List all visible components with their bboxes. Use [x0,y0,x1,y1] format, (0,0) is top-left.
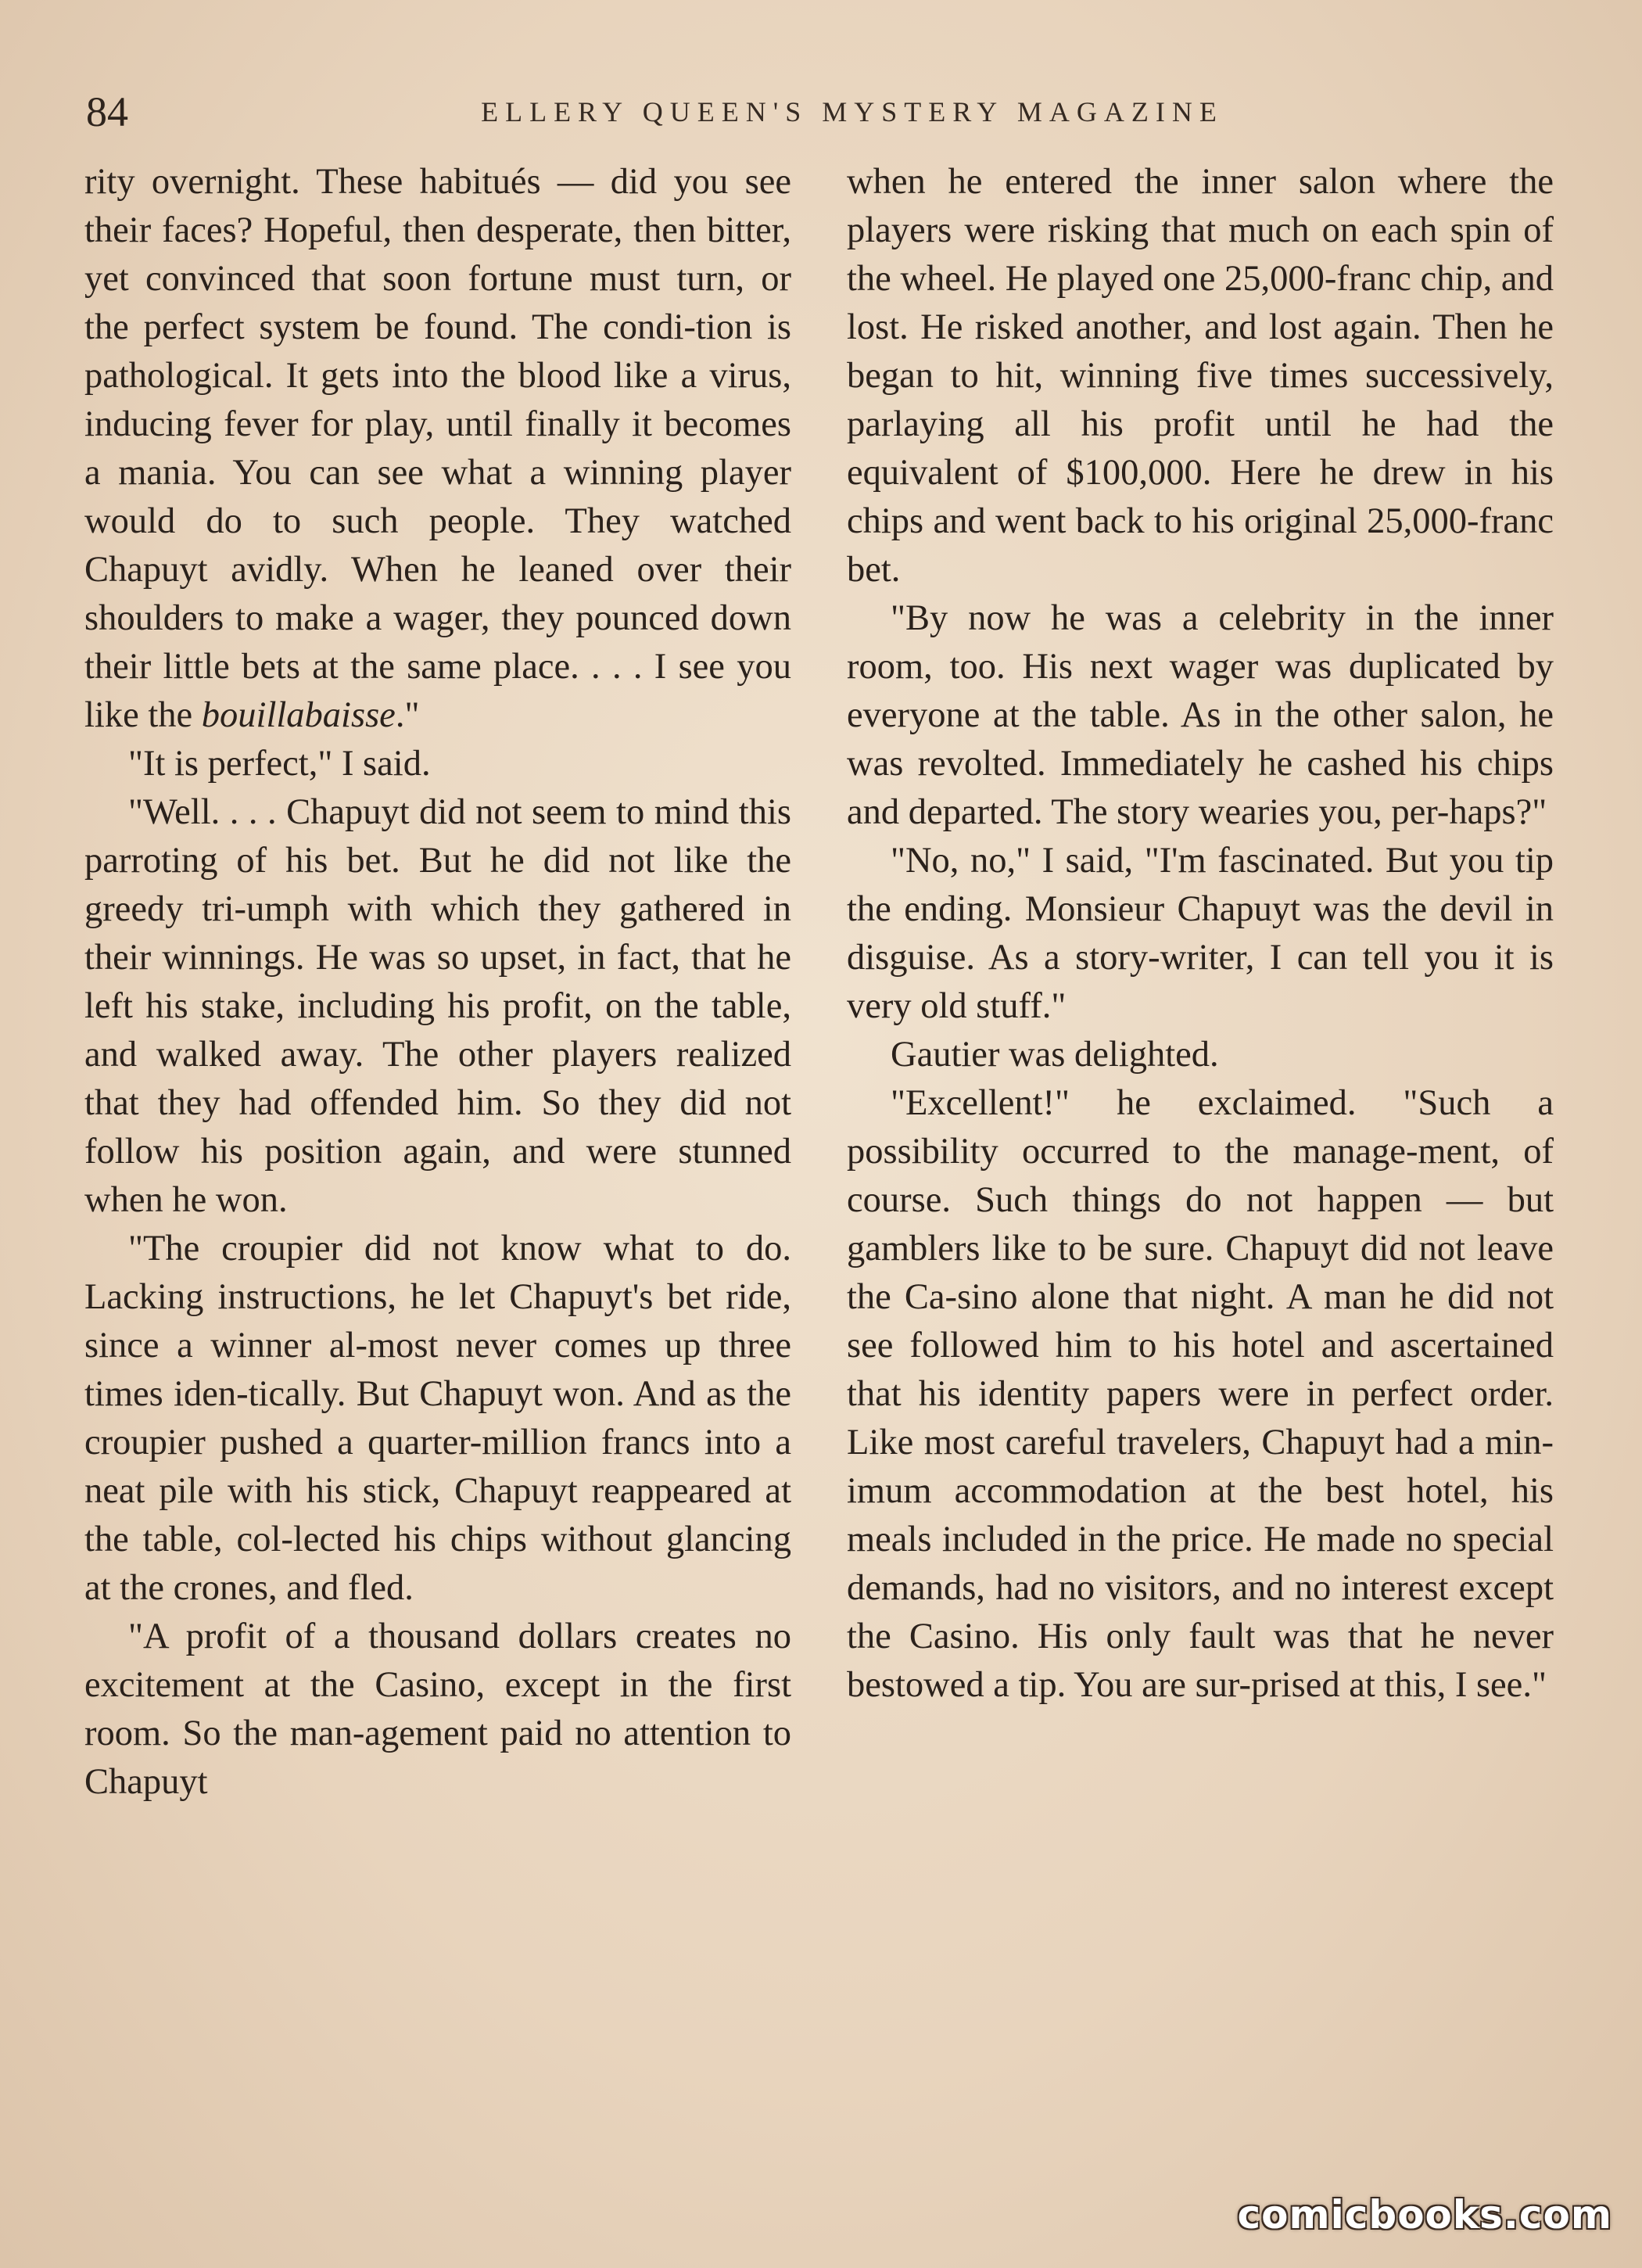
paragraph: "By now he was a celebrity in the inner room, too. His next wager was duplicated by everyone at the table. As in the other salon, he was revolted. Immediately he cashed his chips and departed. The story wearies you, per-haps?" [847,598,1554,832]
italic-word: bouillabaisse [201,695,396,735]
paragraph: when he entered the inner salon where the players were risking that much on each spin of the wheel. He played one 25,000-franc chip, and lost. He risked another, and lost again. Then he began to hit, winning five times successively, parlaying all his profit until he had the equivalent of $100,000. Here he drew in his chips and went back to his original 25,000-franc bet. [847,162,1554,590]
paragraph: "It is perfect," I said. [128,744,431,784]
paragraph: Gautier was delighted. [891,1035,1219,1075]
paragraph: "The croupier did not know what to do. Lacking instructions, he let Chapuyt's bet ride, since a winner al-most never comes up three times iden-tically. But Chapuyt won. And as the croupier pushed a quarter-million francs into a neat pile with his stick, Chapuyt reappeared at the table, col-lected his chips without glancing at the crones, and fled. [84,1229,791,1608]
paragraph: "Well. . . . Chapuyt did not seem to mind this parroting of his bet. But he did not like the greedy tri-umph with which they gathered in their winnings. He was so upset, in fact, that he left his stake, including his profit, on the table, and walked away. The other players realized that they had offended him. So they did not follow his position again, and were stunned when he won. [84,792,791,1220]
right-column [847,158,1554,1710]
paragraph: "No, no," I said, "I'm fascinated. But you tip the ending. Monsieur Chapuyt was the devil in disguise. As a story-writer, I can tell you it is very old stuff." [847,841,1554,1026]
paragraph [84,158,791,740]
page-header [86,84,1564,139]
paragraph: "A profit of a thousand dollars creates no excitement at the Casino, except in the first room. So the man-agement paid no attention to Chapuyt [84,1617,791,1802]
running-head: ELLERY QUEEN'S MYSTERY MAGAZINE [481,96,1224,127]
paragraph-text: ." [395,695,420,735]
page-number: 84 [86,88,128,135]
paragraph: "Excellent!" he exclaimed. "Such a possibility occurred to the manage-ment, of course. Such things do not happen — but gamblers like to be sure. Chapuyt did not leave the Ca-sino alone that night. A man he did not see followed him to his hotel and ascertained that his identity papers were in perfect order. Like most careful travelers, Chapuyt had a min-imum accommodation at the best hotel, his meals included in the price. He made no special demands, had no visitors, and no interest except the Casino. His only fault was that he never bestowed a tip. You are sur-prised at this, I see." [847,1083,1554,1705]
text-columns [84,158,1570,2160]
watermark: comicbooks.com [1237,2192,1612,2237]
left-column [84,158,791,1807]
paragraph-text: rity overnight. These habitués — did you see their faces? Hopeful, then desperate, then bitter, yet convinced that soon fortune must turn, or the perfect system be found. The condi-tion is pathological. It gets into the blood like a virus, inducing fever for play, until finally it becomes a mania. You can see what a winning player would do to such people. They watched Chapuyt avidly. When he leaned over their shoulders to make a wager, they pounced down their little bets at the same place. . . . I see you like the [84,162,791,735]
